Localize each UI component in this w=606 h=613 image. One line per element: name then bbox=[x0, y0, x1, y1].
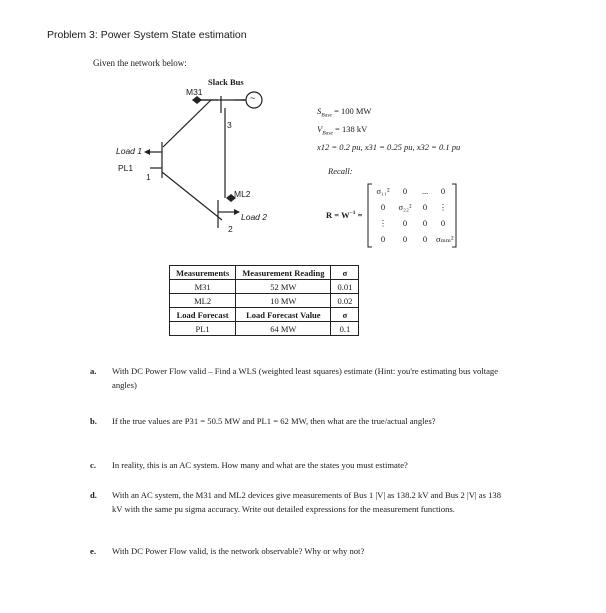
question-letter: a. bbox=[90, 366, 97, 376]
matrix-cell: σ₁₁² bbox=[376, 186, 390, 196]
table-header-cell: Load Forecast Value bbox=[236, 308, 331, 322]
question-c bbox=[90, 458, 510, 472]
matrix-cell: σ₂₂² bbox=[398, 202, 412, 212]
table-cell: M31 bbox=[170, 280, 236, 294]
matrix-cell: ... bbox=[421, 186, 429, 196]
r-equation: $R = W^{-1}$ = bbox=[326, 210, 363, 220]
pl1-label: PL1 bbox=[118, 163, 134, 173]
question-e bbox=[90, 544, 510, 558]
table-header-row bbox=[170, 308, 359, 322]
table-cell: 0.02 bbox=[331, 294, 359, 308]
slack-bus-label: Slack Bus bbox=[208, 77, 244, 87]
question-text: With DC Power Flow valid, is the network observable? Why or why not? bbox=[112, 546, 365, 556]
table-cell: 10 MW bbox=[236, 294, 331, 308]
matrix-cell: 0 bbox=[422, 218, 428, 228]
table-cell: 0.01 bbox=[331, 280, 359, 294]
load1-label: Load 1 bbox=[116, 146, 142, 156]
generator-symbol: ~ bbox=[250, 93, 256, 103]
given-text: Given the network below: bbox=[93, 58, 187, 68]
bus2-label: 2 bbox=[228, 224, 233, 234]
load2-label: Load 2 bbox=[241, 212, 267, 222]
table-cell: 52 MW bbox=[236, 280, 331, 294]
problem-title: Problem 3: Power System State estimation bbox=[47, 29, 247, 41]
recall-label: Recall: bbox=[328, 166, 353, 176]
table-header-cell: σ bbox=[331, 308, 359, 322]
ml2-label: ML2 bbox=[234, 189, 251, 199]
measurement-table bbox=[169, 265, 359, 336]
table-header-cell: σ bbox=[331, 266, 359, 280]
table-header-cell: Load Forecast bbox=[170, 308, 236, 322]
table-row bbox=[170, 322, 359, 336]
table-cell: PL1 bbox=[170, 322, 236, 336]
question-d bbox=[90, 488, 510, 516]
m31-label: M31 bbox=[186, 87, 203, 97]
vbase-text: $V_{Base} = 138$ kV bbox=[317, 124, 368, 137]
sbase-text: $S_{Base} = 100$ MW bbox=[317, 106, 372, 119]
table-cell: 64 MW bbox=[236, 322, 331, 336]
table-cell: ML2 bbox=[170, 294, 236, 308]
table-header-cell: Measurement Reading bbox=[236, 266, 331, 280]
matrix-cell: 0 bbox=[440, 186, 446, 196]
question-letter: b. bbox=[90, 416, 97, 426]
question-letter: c. bbox=[90, 460, 96, 470]
matrix-cell: 0 bbox=[440, 218, 446, 228]
table-header-row bbox=[170, 266, 359, 280]
question-letter: d. bbox=[90, 490, 97, 500]
question-text: With DC Power Flow valid – Find a WLS (weighted least squares) estimate (Hint: you're estimating bus voltage angles) bbox=[112, 366, 499, 390]
matrix-cell: 0 bbox=[402, 234, 408, 244]
matrix-cell: 0 bbox=[402, 218, 408, 228]
table-cell: 0.1 bbox=[331, 322, 359, 336]
impedance-text: x12 = 0.2 pu, x31 = 0.25 pu, x32 = 0.1 pu bbox=[317, 142, 461, 152]
table-row bbox=[170, 294, 359, 308]
question-text: In reality, this is an AC system. How many and what are the states you must estimate? bbox=[112, 460, 408, 470]
table-row bbox=[170, 280, 359, 294]
matrix-cell: 0 bbox=[402, 186, 408, 196]
matrix-cell: ⋮ bbox=[438, 202, 448, 212]
bus1-label: 1 bbox=[146, 172, 151, 182]
question-text: If the true values are P31 = 50.5 MW and PL1 = 62 MW, then what are the true/actual angles? bbox=[112, 416, 436, 426]
matrix-cell: 0 bbox=[380, 234, 386, 244]
question-letter: e. bbox=[90, 546, 96, 556]
table-header-cell: Measurements bbox=[170, 266, 236, 280]
question-b bbox=[90, 414, 510, 428]
matrix-cell: 0 bbox=[422, 202, 428, 212]
matrix-cell: ⋮ bbox=[378, 218, 388, 228]
matrix-cell: 0 bbox=[422, 234, 428, 244]
question-text: With an AC system, the M31 and ML2 devices give measurements of Bus 1 |V| as 138.2 kV and Bus 2 |V| as 138 kV with the same pu sigma accuracy. Write out detailed expressions for the measurement functions. bbox=[112, 490, 501, 514]
bus3-label: 3 bbox=[227, 120, 232, 130]
matrix-cell: σₘₘ² bbox=[436, 234, 454, 244]
matrix-cell: 0 bbox=[380, 202, 386, 212]
question-a bbox=[90, 364, 510, 392]
